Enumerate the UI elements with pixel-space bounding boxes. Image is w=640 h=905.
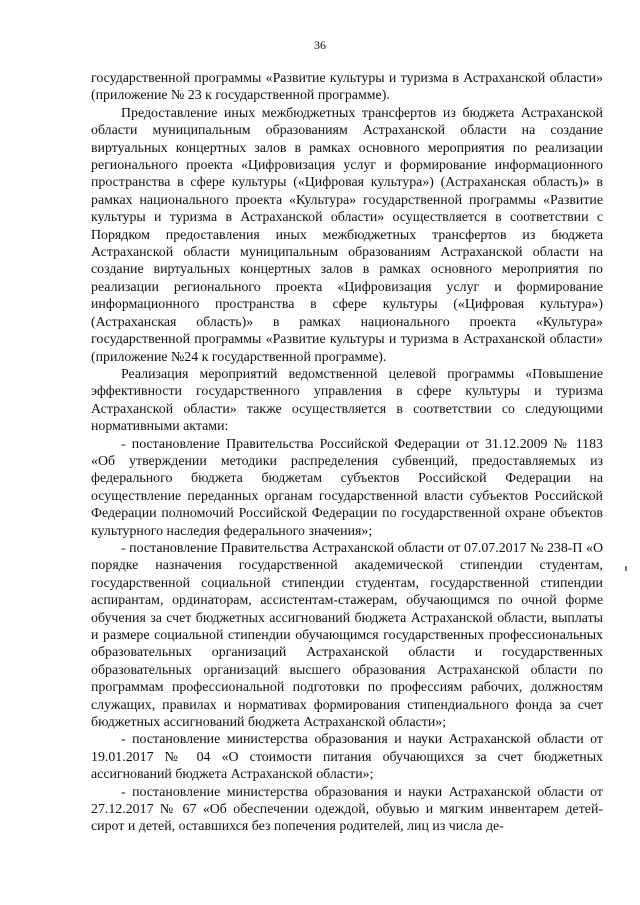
list-item-decree-238p: - постановление Правительства Астраханской области от 07.07.2017 № 238-П «О порядке назначения государственной академической стипендии студентам, государственной социальной стипендии студентам, государственной стипендии аспирантам, ординаторам, ассистентам-стажерам, обучающимся по очной форме обучения за счет бюджетных ассигнований бюджета Астраханской области, выплаты и размере социальной стипендии обучающимся государственных профессиональных образовательных организаций Астраханской области и государственных образовательных организаций высшего образования Астраханской области по программам профессиональной подготовки по профессиям рабочих, должностям служащих, правилах и нормативах формирования стипендиального фонда за счет бюджетных ассигнований бюджета Астраханской области»; [91,540,603,731]
page-number: 36 [314,38,326,52]
scan-margin-mark [625,566,627,571]
paragraph-continuation: государственной программы «Развитие культуры и туризма в Астраханской области» (приложение № 23 к государственной программе). [91,71,603,104]
list-item-decree-67: - постановление министерства образования и науки Астраханской области от 27.12.2017 № 67 «Об обеспечении одеждой, обувью и мягким инвентарем детей-сирот и детей, оставшихся без попечения родителей, лиц из числа де- [91,784,603,835]
paragraph-implementation: Реализация мероприятий ведомственной целевой программы «Повышение эффективности государственного управления в сфере культуры и туризма Астраханской области» также осуществляется в соответствии со следующими нормативными актами: [91,366,603,435]
list-item-decree-04: - постановление министерства образования и науки Астраханской области от 19.01.2017 № 04 «О стоимости питания обучающихся за счет бюджетных ассигнований бюджета Астраханской области»; [91,732,603,783]
list-item-decree-1183: - постановление Правительства Российской Федерации от 31.12.2009 № 1183 «Об утверждении методики распределения субвенций, предоставляемых из федерального бюджета бюджетам субъектов Российской Федерации на осуществление переданных органам государственной власти субъектов Российской Федерации полномочий Российской Федерации по государственной охране объектов культурного наследия федерального значения»; [91,436,603,539]
paragraph-transfers: Предоставление иных межбюджетных трансфертов из бюджета Астраханской области муниципальным образованиям Астраханской области на создание виртуальных концертных залов в рамках основного мероприятия по реализации регионального проекта «Цифровизация услуг и формирование информационного пространства в сфере культуры («Цифровая культура») (Астраханская область)» в рамках национального проекта «Культура» государственной программы «Развитие культуры и туризма в Астраханской области» осуществляется в соответствии с Порядком предоставления иных межбюджетных трансфертов из бюджета Астраханской области муниципальным образованиям Астраханской области на создание виртуальных концертных залов в рамках основного мероприятия по реализации регионального проекта «Цифровизация услуг и формирование информационного пространства в сфере культуры («Цифровая культура») (Астраханская область)» в рамках национального проекта «Культура» государственной программы «Развитие культуры и туризма в Астраханской области» (приложение №24 к государственной программе). [91,105,603,365]
document-body [91,70,603,836]
